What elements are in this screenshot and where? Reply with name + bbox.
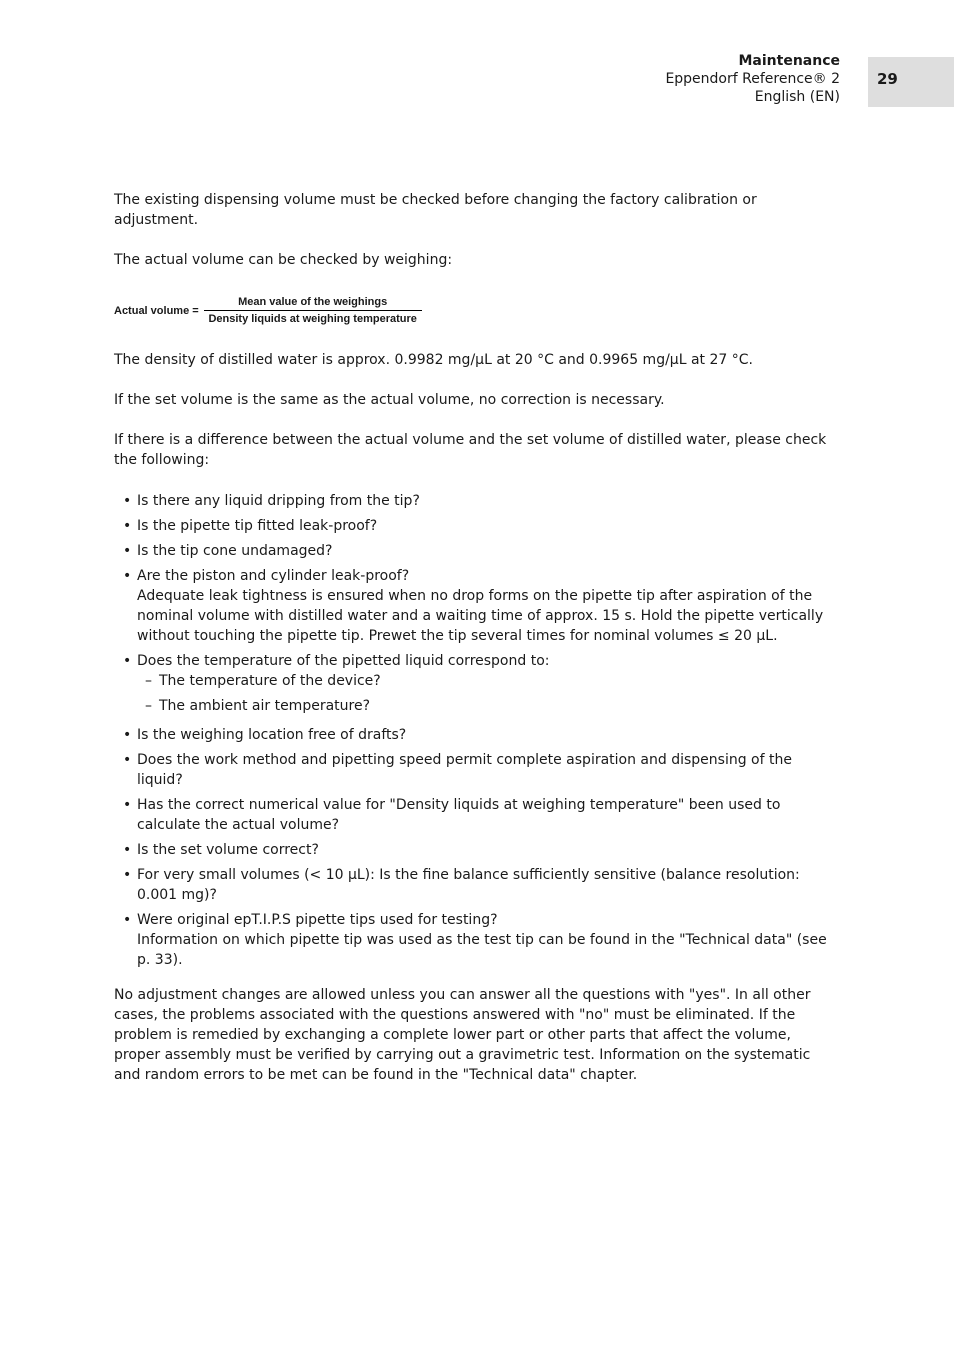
list-item [114, 725, 840, 745]
list-item-text: Is there any liquid dripping from the tip? [137, 493, 420, 509]
list-item-text: Is the weighing location free of drafts? [137, 727, 407, 743]
actual-volume-formula [114, 294, 840, 328]
list-item-text: Does the work method and pipetting speed permit complete aspiration and dispensing of the liquid? [137, 752, 792, 788]
list-item-detail: Adequate leak tightness is ensured when no drop forms on the pipette tip after aspiration of the nominal volume with distilled water and a waiting time of approx. 15 s. Hold the pipette vertically without touching the pipette tip. Prewet the tip several times for nominal volumes ≤ 20 µL. [137, 588, 824, 644]
formula-fraction [204, 296, 422, 326]
list-item [114, 516, 840, 536]
sub-list-item: – The temperature of the device? [137, 671, 840, 691]
header-section-title: Maintenance [738, 53, 840, 69]
list-item [114, 865, 840, 905]
density-paragraph: The density of distilled water is approx. 0.9982 mg/µL at 20 °C and 0.9965 mg/µL at 27 °C. [114, 352, 753, 368]
list-item [114, 491, 840, 511]
list-item [114, 795, 840, 835]
conclusion-paragraph: No adjustment changes are allowed unless you can answer all the questions with "yes". In all other cases, the problems associated with the questions answered with "no" must be eliminated. If the problem is remedied by exchanging a complete lower part or other parts that affect the volume, proper assembly must be verified by carrying out a gravimetric test. Information on the systematic and random errors to be met can be found in the "Technical data" chapter. [114, 987, 811, 1083]
list-item-text: Has the correct numerical value for "Density liquids at weighing temperature" been used to calculate the actual volume? [137, 797, 781, 833]
header-product-name: Eppendorf Reference® 2 [665, 71, 840, 87]
header-language: English (EN) [754, 89, 840, 105]
main-content [114, 190, 840, 1085]
formula-denominator: Density liquids at weighing temperature [208, 313, 417, 325]
sub-list-item: – The ambient air temperature? [137, 696, 840, 716]
list-item [114, 910, 840, 970]
list-item-detail: Information on which pipette tip was used as the test tip can be found in the "Technical data" (see p. 33). [137, 932, 827, 968]
list-item-text: • Were original epT.I.P.S pipette tips used for testing? [137, 912, 498, 928]
page-number-tab [868, 57, 954, 107]
weighing-paragraph: The actual volume can be checked by weighing: [114, 252, 453, 268]
intro-paragraph: The existing dispensing volume must be checked before changing the factory calibration or adjustment. [114, 192, 757, 228]
list-item-text: • Does the temperature of the pipetted liquid correspond to: [137, 653, 550, 669]
list-item [114, 840, 840, 860]
formula-lhs: Actual volume = [114, 305, 199, 317]
checklist [114, 491, 840, 970]
same-volume-paragraph: If the set volume is the same as the actual volume, no correction is necessary. [114, 392, 665, 408]
list-item-text: Is the set volume correct? [137, 842, 319, 858]
difference-paragraph: If there is a difference between the actual volume and the set volume of distilled water, please check the following: [114, 432, 827, 468]
list-item [114, 750, 840, 790]
list-item [114, 541, 840, 561]
list-item-text: • Are the piston and cylinder leak-proof? [137, 568, 410, 584]
page-header [665, 52, 840, 106]
page-number: 29 [877, 70, 898, 88]
list-item-text: For very small volumes (< 10 µL): Is the fine balance sufficiently sensitive (balance resolution: 0.001 mg)? [137, 867, 800, 903]
list-item-text: Is the tip cone undamaged? [137, 543, 333, 559]
sub-list [137, 671, 840, 716]
list-item [114, 651, 840, 716]
formula-numerator: Mean value of the weighings [204, 296, 422, 311]
list-item [114, 566, 840, 646]
list-item-text: Is the pipette tip fitted leak-proof? [137, 518, 378, 534]
